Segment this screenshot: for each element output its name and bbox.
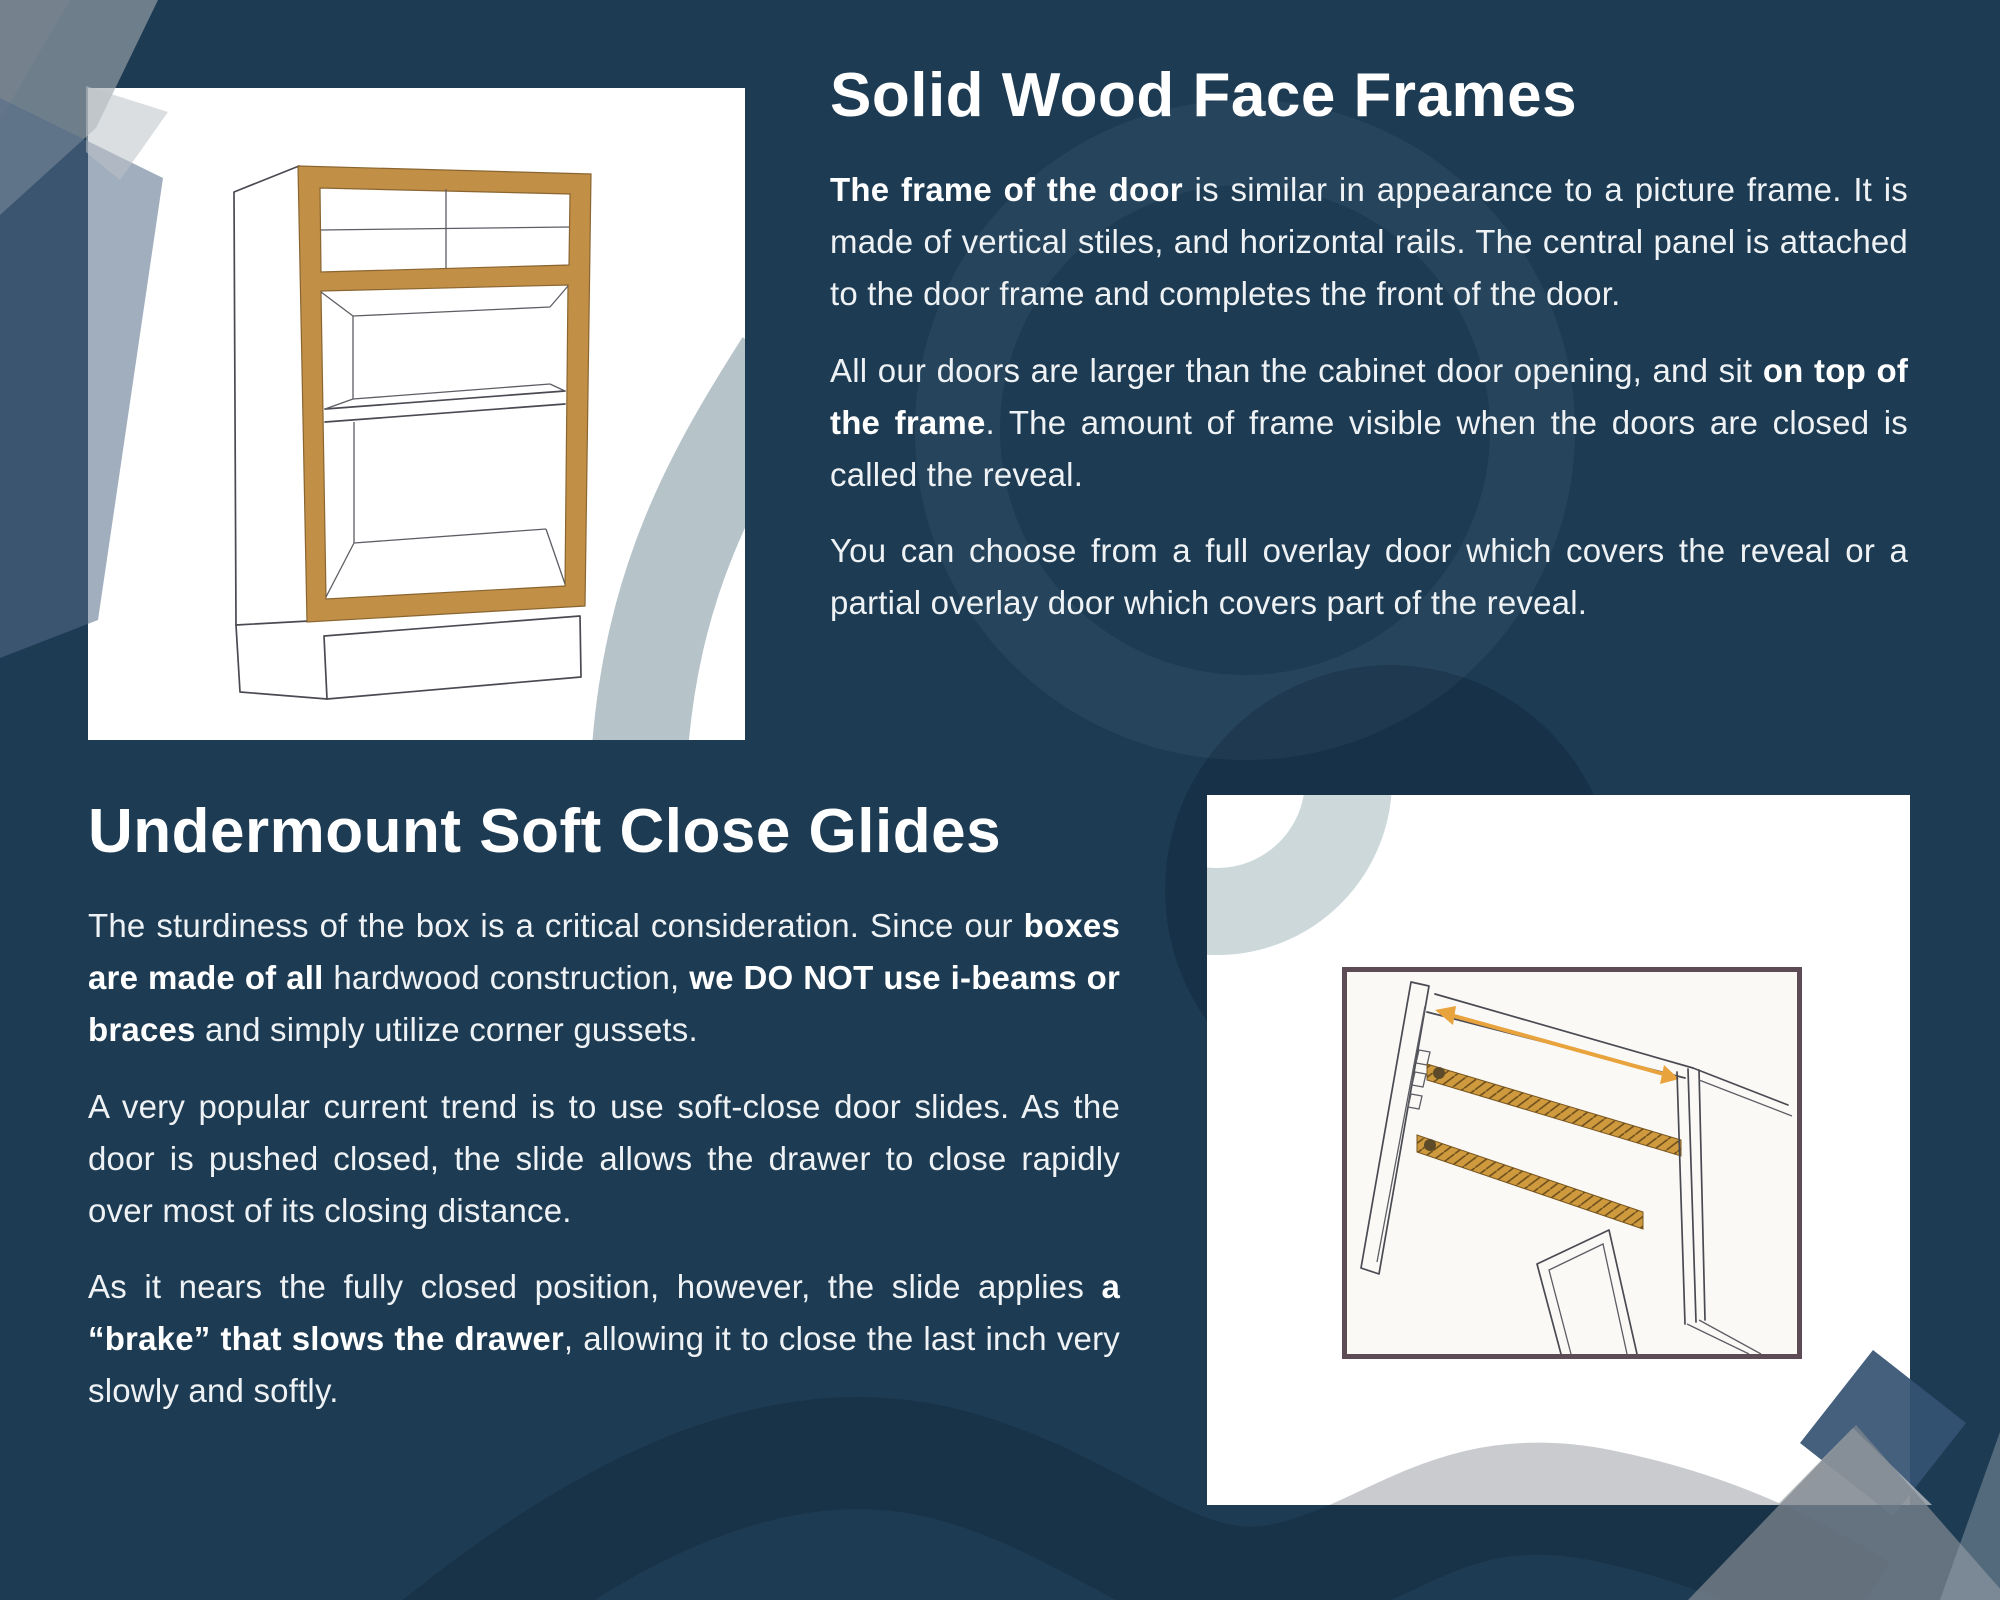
face-frames-body — [830, 164, 1908, 629]
glides-illustration-frame — [1342, 967, 1802, 1359]
soft-close-glide-illustration — [1347, 972, 1797, 1354]
paragraph: As it nears the fully closed position, however, the slide applies a “brake” that slows the drawer, allowing it to close the last inch very slowly and softly. — [88, 1267, 1120, 1410]
cabinet-image-panel — [88, 88, 745, 740]
glides-image-panel — [1207, 795, 1910, 1505]
cabinet-face-frame-illustration — [88, 88, 745, 740]
ring-decoration — [1207, 795, 1392, 955]
section-glides — [88, 798, 1120, 1441]
paragraph: A very popular current trend is to use soft-close door slides. As the door is pushed closed, the slide allows the drawer to close rapidly over most of its closing distance. — [88, 1087, 1120, 1229]
face-frames-title: Solid Wood Face Frames — [830, 61, 1578, 130]
paragraph: The frame of the door is similar in appearance to a picture frame. It is made of vertical stiles, and horizontal rails. The central panel is attached to the door frame and completes the front of the door. — [830, 171, 1909, 313]
section-face-frames — [830, 62, 1908, 653]
glides-title: Undermount Soft Close Glides — [88, 797, 1002, 866]
paragraph: You can choose from a full overlay door which covers the reveal or a partial overlay door which covers part of the reveal. — [830, 531, 1908, 622]
glides-body — [88, 900, 1120, 1417]
paragraph: The sturdiness of the box is a critical consideration. Since our boxes are made of all hardwood construction, we DO NOT use i-beams or braces and simply utilize corner gussets. — [88, 907, 1120, 1049]
paragraph: All our doors are larger than the cabinet door opening, and sit on top of the frame. The amount of frame visible when the doors are closed is called the reveal. — [830, 351, 1909, 493]
